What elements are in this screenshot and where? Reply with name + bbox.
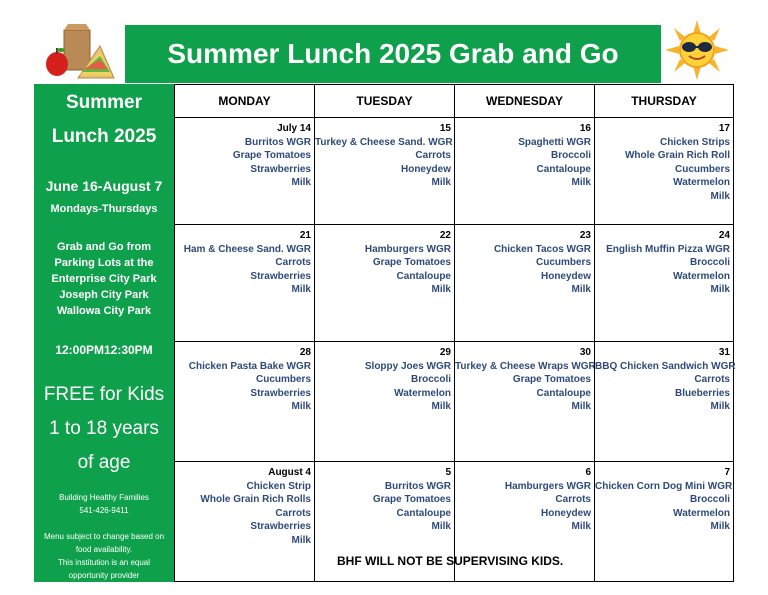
menu-item: Cucumbers — [255, 374, 311, 385]
sidebar-disclaimer-line: food availability. — [75, 545, 133, 554]
menu-item: Milk — [291, 401, 311, 412]
menu-item: Watermelon — [673, 270, 730, 282]
menu-item: Cantaloupe — [536, 387, 591, 399]
menu-item: Broccoli — [550, 150, 591, 161]
menu-item: Cucumbers — [674, 163, 730, 175]
sidebar-days: Mondays-Thursdays — [50, 203, 158, 215]
menu-day-cell — [594, 224, 734, 342]
day-date: 30 — [579, 347, 591, 358]
sidebar-time: 12:00PM12:30PM — [55, 343, 153, 357]
day-date: 17 — [718, 123, 730, 134]
menu-item: Cantaloupe — [396, 507, 451, 519]
sidebar-free-line: FREE for Kids — [43, 384, 165, 405]
sidebar-disclaimer-line: opportunity provider — [68, 571, 140, 580]
info-sidebar — [34, 84, 174, 582]
day-date: 16 — [579, 123, 591, 134]
menu-item: Sloppy Joes WGR — [364, 360, 451, 372]
menu-item: Burritos WGR — [384, 480, 451, 492]
sidebar-org-name: Building Healthy Families — [59, 493, 149, 502]
lunch-bag-sandwich-apple-icon — [44, 20, 116, 82]
day-date: 15 — [439, 123, 451, 134]
menu-item: Strawberries — [250, 270, 311, 282]
menu-item: Milk — [431, 401, 451, 412]
menu-item: Blueberries — [674, 387, 730, 399]
menu-item: Milk — [571, 521, 591, 532]
menu-day-cell — [454, 341, 595, 462]
menu-item: Watermelon — [673, 507, 730, 519]
menu-item: Chicken Strips — [659, 136, 730, 148]
day-header-tuesday: TUESDAY — [314, 84, 455, 118]
menu-day-cell — [594, 117, 734, 225]
day-date: 28 — [299, 347, 311, 358]
menu-day-cell — [314, 341, 455, 462]
menu-day-cell — [174, 461, 315, 582]
menu-item: Milk — [571, 284, 591, 295]
menu-item: Honeydew — [400, 163, 451, 175]
menu-item: Grape Tomatoes — [232, 150, 311, 161]
menu-item: Grape Tomatoes — [512, 374, 591, 385]
sidebar-free-line: 1 to 18 years — [49, 418, 159, 439]
menu-item: Carrots — [694, 374, 730, 385]
sidebar-heading-line2: Lunch 2025 — [51, 126, 157, 147]
menu-item: Carrots — [555, 494, 591, 505]
day-date: 24 — [718, 230, 730, 241]
day-date: August 4 — [268, 467, 311, 478]
day-date: 22 — [439, 230, 451, 241]
menu-item: Milk — [291, 534, 311, 546]
menu-item: Carrots — [275, 507, 311, 519]
day-date: 21 — [299, 230, 311, 241]
menu-item: Grape Tomatoes — [372, 494, 451, 505]
menu-item: Milk — [291, 284, 311, 295]
day-date: July 14 — [277, 123, 311, 134]
menu-item: Milk — [571, 177, 591, 188]
menu-item: Milk — [431, 521, 451, 532]
menu-day-cell — [314, 117, 455, 225]
menu-item: Honeydew — [540, 270, 591, 282]
menu-item: English Muffin Pizza WGR — [606, 243, 730, 255]
menu-item: Milk — [710, 284, 730, 295]
menu-item: Milk — [710, 401, 730, 412]
menu-item: Chicken Pasta Bake WGR — [188, 360, 311, 372]
menu-item: Turkey & Cheese Wraps WGR — [455, 360, 596, 372]
menu-item: Spaghetti WGR — [518, 136, 591, 148]
menu-item: Chicken Corn Dog Mini WGR — [595, 480, 733, 492]
menu-item: Ham & Cheese Sand. WGR — [183, 243, 311, 255]
menu-item: Milk — [431, 284, 451, 295]
menu-item: Hamburgers WGR — [364, 243, 451, 255]
menu-item: BBQ Chicken Sandwich WGR — [595, 360, 736, 372]
sidebar-disclaimer-line: Menu subject to change based on — [43, 532, 165, 541]
day-header-monday: MONDAY — [174, 84, 315, 118]
sidebar-heading-line1: Summer — [65, 92, 143, 113]
menu-day-cell — [174, 117, 315, 225]
menu-item: Milk — [571, 401, 591, 412]
menu-day-cell — [454, 224, 595, 342]
supervision-notice: BHF WILL NOT BE SUPERVISING KIDS. — [337, 554, 564, 568]
day-date: 23 — [579, 230, 591, 241]
menu-item: Strawberries — [250, 387, 311, 399]
day-date: 31 — [718, 347, 730, 358]
sidebar-location-line: Grab and Go from — [56, 241, 152, 253]
menu-calendar — [174, 84, 734, 582]
menu-item: Broccoli — [689, 257, 730, 268]
menu-item: Turkey & Cheese Sand. WGR — [315, 136, 453, 148]
menu-item: Carrots — [415, 150, 451, 161]
menu-item: Chicken Strip — [246, 480, 311, 492]
sidebar-location-line: Enterprise City Park — [51, 273, 157, 285]
day-header-thursday: THURSDAY — [594, 84, 734, 118]
day-date: 7 — [724, 467, 730, 478]
menu-day-cell — [314, 224, 455, 342]
menu-item: Cucumbers — [535, 257, 591, 268]
sun-sunglasses-icon — [665, 20, 729, 80]
menu-day-cell — [594, 461, 734, 582]
menu-item: Cantaloupe — [396, 270, 451, 282]
sidebar-disclaimer-line: This institution is an equal — [57, 558, 151, 567]
page-title: Summer Lunch 2025 Grab and Go — [167, 38, 619, 69]
menu-item: Carrots — [275, 257, 311, 268]
menu-item: Burritos WGR — [244, 136, 311, 148]
menu-day-cell — [174, 224, 315, 342]
menu-item: Grape Tomatoes — [372, 257, 451, 268]
day-date: 5 — [445, 467, 451, 478]
menu-item: Milk — [710, 521, 730, 532]
sidebar-location-line: Parking Lots at the — [54, 257, 154, 269]
menu-item: Milk — [431, 177, 451, 188]
menu-item: Hamburgers WGR — [504, 480, 591, 492]
sidebar-location-line: Wallowa City Park — [56, 305, 152, 317]
menu-item: Milk — [710, 190, 730, 202]
menu-item: Honeydew — [540, 507, 591, 519]
day-date: 29 — [439, 347, 451, 358]
day-date: 6 — [585, 467, 591, 478]
menu-item: Broccoli — [410, 374, 451, 385]
sidebar-phone: 541-426-9411 — [79, 506, 129, 515]
menu-item: Whole Grain Rich Roll — [624, 150, 730, 161]
sidebar-free-line: of age — [77, 452, 131, 473]
menu-item: Watermelon — [394, 387, 451, 399]
sidebar-location-line: Joseph City Park — [59, 289, 149, 301]
sidebar-dates: June 16-August 7 — [45, 178, 163, 194]
menu-day-cell — [174, 341, 315, 462]
menu-day-cell — [594, 341, 734, 462]
title-banner — [125, 25, 661, 83]
menu-item: Whole Grain Rich Rolls — [200, 494, 311, 505]
menu-day-cell — [454, 117, 595, 225]
menu-item: Milk — [291, 177, 311, 188]
menu-item: Chicken Tacos WGR — [493, 243, 591, 255]
menu-item: Watermelon — [673, 177, 730, 188]
menu-item: Strawberries — [250, 521, 311, 532]
day-header-wednesday: WEDNESDAY — [454, 84, 595, 118]
menu-item: Broccoli — [689, 494, 730, 505]
menu-item: Strawberries — [250, 163, 311, 175]
menu-item: Cantaloupe — [536, 163, 591, 175]
